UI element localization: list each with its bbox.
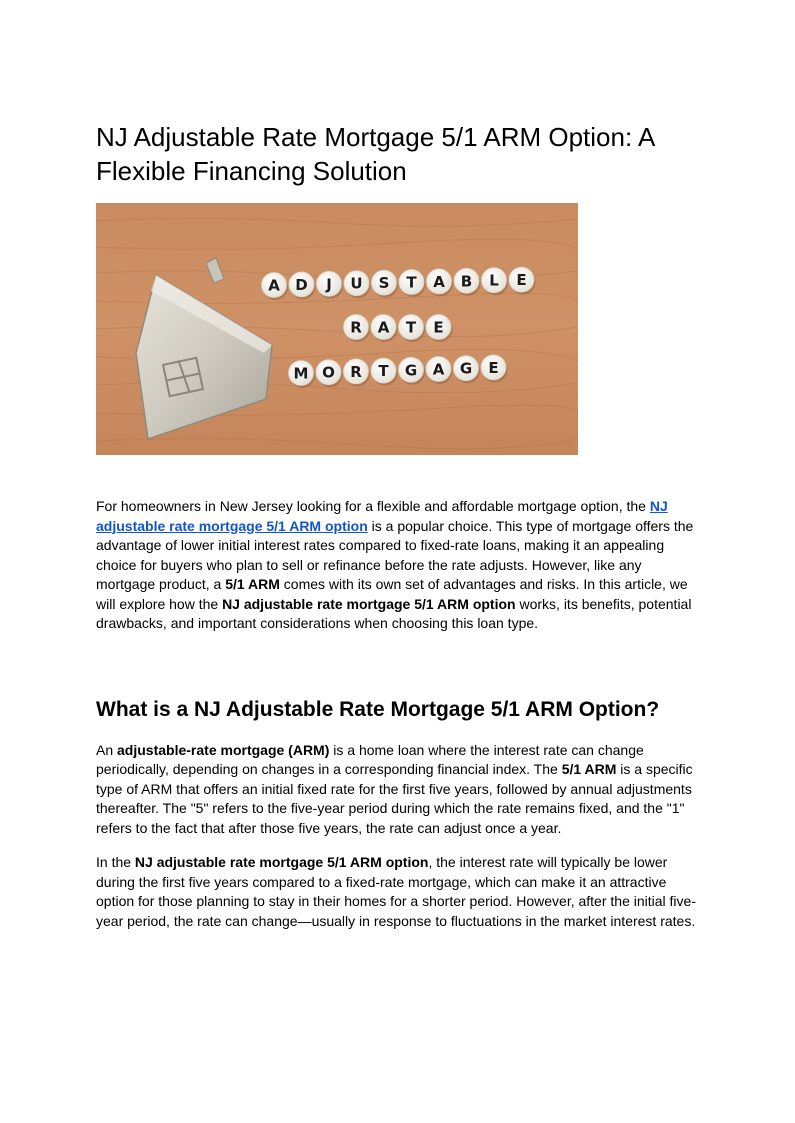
article bbox=[96, 120, 700, 931]
arm-definition-paragraph bbox=[96, 741, 700, 839]
intro-text: For homeowners in New Jersey looking for a flexible and affordable mortgage option, the bbox=[96, 498, 650, 514]
tile-letter: U bbox=[350, 274, 363, 293]
intro-paragraph bbox=[96, 497, 700, 634]
paragraph-text: is a specific type of ARM that offers an initial fixed rate for the first five years, followed by annual adjustments thereafter. The "5" refers to the five-year period during which the rate remains fixed, and the "1" refers to the fact that after those five years, the rate can adjust once a year. bbox=[96, 761, 693, 836]
paragraph-text: An bbox=[96, 741, 118, 758]
tile-letter: A bbox=[377, 318, 390, 337]
hero-image bbox=[96, 203, 578, 455]
tile-letter: L bbox=[489, 271, 499, 290]
intro-bold: NJ adjustable rate mortgage 5/1 ARM option bbox=[222, 595, 516, 612]
tile-letter: R bbox=[350, 318, 362, 337]
tile-letter: S bbox=[378, 274, 390, 293]
tile-letter: O bbox=[322, 363, 335, 382]
nj-arm-link[interactable]: NJ adjustable rate mortgage 5/1 ARM option bbox=[96, 498, 668, 534]
section-heading: What is a NJ Adjustable Rate Mortgage 5/1 ARM Option? bbox=[96, 697, 660, 721]
intro-text: comes with its own set of advantages and risks. In this article, we will explore how the bbox=[96, 576, 688, 612]
tile-letter: E bbox=[433, 318, 444, 337]
tile-letter: A bbox=[268, 276, 280, 295]
tile-letter: T bbox=[406, 273, 417, 292]
article-title: NJ Adjustable Rate Mortgage 5/1 ARM Option: A Flexible Financing Solution bbox=[96, 122, 654, 186]
tile-letter: G bbox=[404, 361, 418, 380]
tile-letter: J bbox=[326, 275, 332, 294]
tile-letter: T bbox=[378, 362, 389, 381]
paragraph-text: , the interest rate will typically be lower during the first five years compared to a fixed-rate mortgage, which can make it an attractive option for those planning to stay in their homes for a shorter period. However, after the initial five-year period, the rate can change—usually in response to fluctuations in the market interest rates. bbox=[96, 854, 696, 929]
tile-letter: A bbox=[432, 360, 445, 379]
tile-letter: E bbox=[488, 358, 499, 377]
intro-bold: 5/1 ARM bbox=[225, 576, 280, 592]
tile-letter: B bbox=[460, 272, 473, 291]
nj-arm-paragraph bbox=[96, 853, 700, 931]
tile-letter: D bbox=[295, 275, 308, 294]
tile-letter: M bbox=[293, 364, 309, 383]
paragraph-bold: adjustable-rate mortgage (ARM) bbox=[117, 741, 330, 758]
paragraph-bold: NJ adjustable rate mortgage 5/1 ARM option bbox=[134, 854, 429, 870]
paragraph-bold: 5/1 ARM bbox=[561, 761, 617, 777]
tile-letter: R bbox=[350, 362, 362, 381]
tile-letter: G bbox=[459, 359, 473, 378]
paragraph-text: is a home loan where the interest rate can change periodically, depending on changes in a corresponding financial index. The bbox=[96, 741, 644, 777]
tile-letter: E bbox=[516, 271, 527, 290]
tile-letter: T bbox=[405, 318, 417, 337]
intro-text: works, its benefits, potential drawbacks, and important considerations when choosing this loan type. bbox=[96, 595, 692, 631]
tile-letter: A bbox=[433, 272, 445, 291]
intro-text: is a popular choice. This type of mortgage offers the advantage of lower initial interest rates compared to fixed-rate loans, making it an appealing choice for buyers who plan to sell or refinance before the rate adjusts. However, like any mortgage product, a bbox=[96, 517, 694, 592]
paragraph-text: In the bbox=[96, 854, 135, 870]
